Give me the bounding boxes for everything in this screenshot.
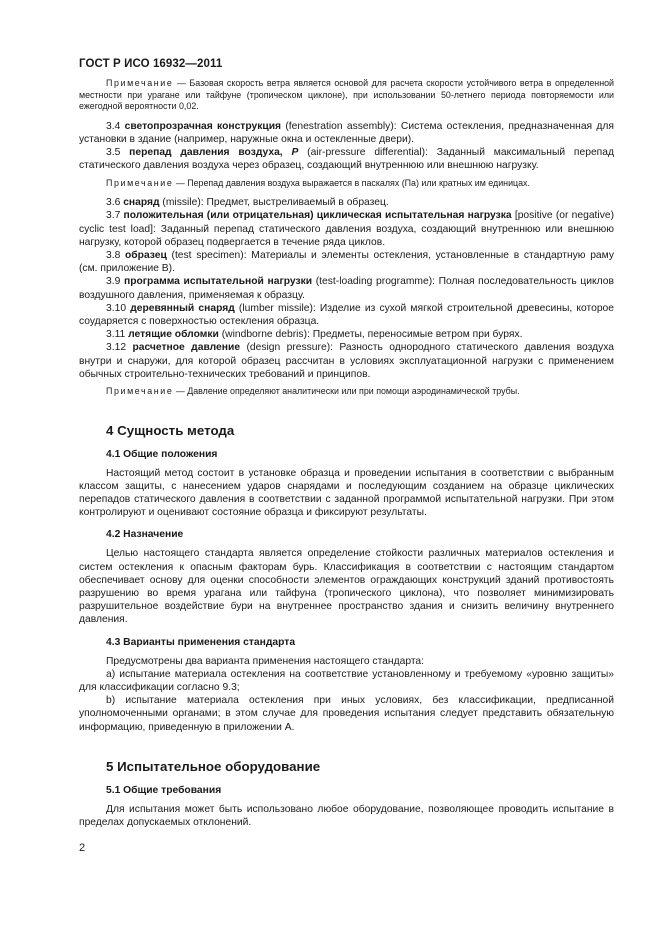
term-3-4: 3.4 светопрозрачная конструкция (fenestration assembly): Система остекления, предназначенная для установки в здание (например, наружные окна и остекленные двери). xyxy=(79,120,614,145)
section-4-heading: 4 Сущность метода xyxy=(106,422,235,438)
note-1: Примечание — Базовая скорость ветра является основой для расчета скорости устойчивого ветра в определенной местности при урагане или тайфуне (тропическом циклоне), при использовании 50-летнего периода повторяемости или ежегодной вероятности 0,02. xyxy=(79,78,614,112)
page-number: 2 xyxy=(79,842,86,854)
section-4-2-text: Целью настоящего стандарта является определение стойкости различных материалов остекления и систем остекления к опасным факторам бурь. Классификация в соответствии с настоящим стандартом обеспечивает основу для оценки способности элементов ограждающих конструкций зданий противостоять разрушению во время урагана или тайфуна (тропического циклона), что позволяет минимизировать разрушительное воздействие бури на внутреннее пространство здания и снизить величину внутреннего давления. xyxy=(79,548,614,626)
term-3-12: 3.12 расчетное давление (design pressure): Разность однородного статического давления воздуха внутри и снаружи, для которой образец рассчитан в условиях эксплуатационной нагрузки с применением обычных строительно-технических требований и принципов. xyxy=(79,342,614,380)
section-4-2-heading: 4.2 Назначение xyxy=(106,529,184,541)
term-3-6: 3.6 снаряд (missile): Предмет, выстреливаемый в образец. xyxy=(106,197,389,209)
section-4-3-intro: Предусмотрены два варианта применения настоящего стандарта: xyxy=(106,655,425,667)
page-content xyxy=(79,78,614,829)
term-3-5: 3.5 перепад давления воздуха, P (air-pressure differential): Заданный максимальный перепад статического давления воздуха через образец, создающий внутреннюю или внешнюю нагрузку. xyxy=(79,147,614,172)
section-4-1-text: Настоящий метод состоит в установке образца и проведении испытания в соответствии с выбранным классом защиты, с нанесением ударов снарядами и последующим созданием на образце циклических перепадов статического давления в соответствии с заданной программой испытательной нагрузки. При этом контролируют и оценивают состояние образца и фиксируют результаты. xyxy=(79,467,614,519)
note-3: Примечание — Давление определяют аналитически или при помощи аэродинамической трубы. xyxy=(106,386,520,397)
section-4-3-item-a: а) испытание материала остекления на соответствие установленному и требуемому «уровню защиты» для классификации согласно 9.3; xyxy=(79,668,614,694)
page-header: ГОСТ Р ИСО 16932—2011 xyxy=(79,58,223,70)
term-3-11: 3.11 летящие обломки (windborne debris): Предметы, переносимые ветром при бурях. xyxy=(106,329,523,341)
section-4-1-heading: 4.1 Общие положения xyxy=(106,448,218,460)
term-3-10: 3.10 деревянный снаряд (lumber missile): Изделие из сухой мягкой строительной древесины, которое соударяется с поверхностью остекления образца. xyxy=(79,302,614,328)
note-2: Примечание — Перепад давления воздуха выражается в паскалях (Па) или кратных им единицах. xyxy=(106,177,530,188)
note-label: Примечание xyxy=(106,78,174,88)
term-3-7: 3.7 положительная (или отрицательная) циклическая испытательная нагрузка [positive (or negative) cyclic test load]: Заданный перепад статического давления воздуха, создающий внутреннюю или внешнюю нагрузку, которой образец подвергается в течение ряда циклов. xyxy=(79,210,614,248)
section-4-3-heading: 4.3 Варианты применения стандарта xyxy=(106,636,296,648)
term-3-9: 3.9 программа испытательной нагрузки (test-loading programme): Полная последовательность циклов воздушного давления, применяемая к образцу. xyxy=(79,276,614,301)
section-5-1-heading: 5.1 Общие требования xyxy=(106,784,222,796)
term-3-8: 3.8 образец (test specimen): Материалы и элементы остекления, установленные в стандартную раму (см. приложение В). xyxy=(79,250,614,275)
section-5-heading: 5 Испытательное оборудование xyxy=(106,758,321,774)
section-4-3-item-b: b) испытание материала остекления при иных условиях, без классификации, предписанной уполномоченными органами; в этом случае для проведения испытания следует представить обязательную информацию, приведенную в приложении А. xyxy=(79,695,614,733)
section-5-1-text: Для испытания может быть использовано любое оборудование, позволяющее проводить испытание в пределах допускаемых отклонений. xyxy=(79,803,614,829)
